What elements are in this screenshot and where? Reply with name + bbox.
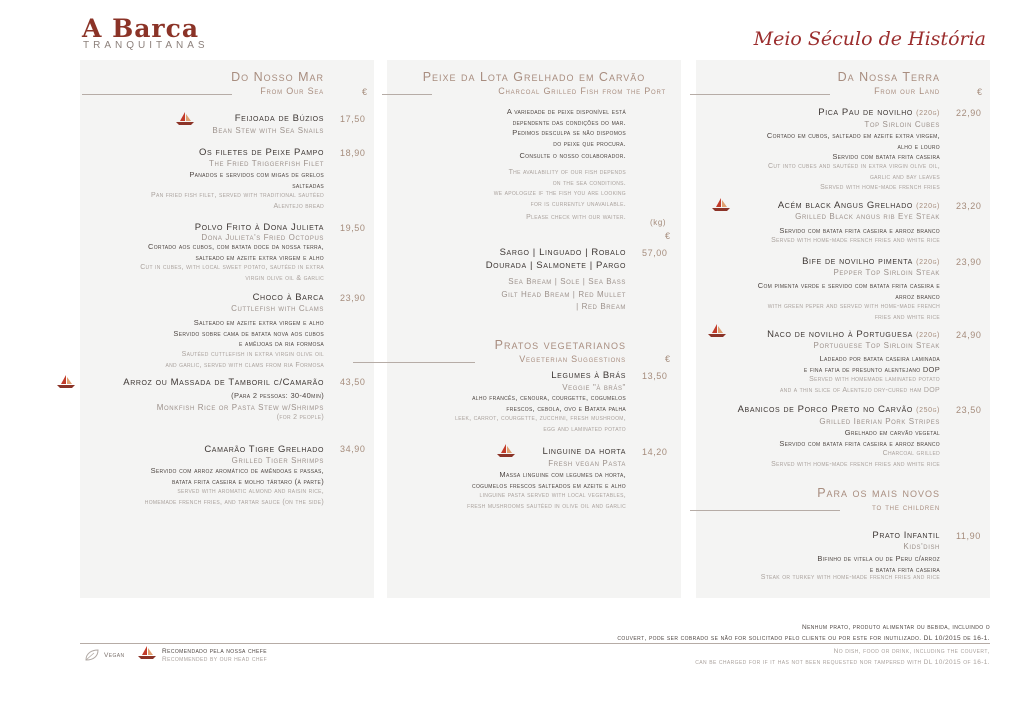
dish-price: 13,50: [642, 371, 668, 381]
currency: €: [665, 354, 671, 364]
dish-name: Prato Infantil: [872, 530, 940, 541]
dish-english: Cuttlefish with Clams: [231, 304, 324, 313]
dish-description-english: Served with home-made french fries and white rice: [771, 237, 940, 244]
dish-description-english: Cut in cubes, with local sweet potato, sautéed in extra virgin olive oil & garlic: [140, 264, 324, 282]
dish-name: Acém black Angus Grelhado (220g): [777, 200, 940, 211]
section-title-kids: Para os mais novos: [817, 486, 940, 500]
dish-english: Bean Stew with Sea Snails: [212, 126, 324, 135]
dish-description-english: Served with homemade laminated potato and a thin slice of Alentejo dry-cured ham DOP: [780, 376, 940, 394]
dish-english: Grilled Iberian Pork Stripes: [819, 417, 940, 426]
dish-description-english: linguine pasta served with local vegetables, fresh mushrooms sautéed in olive oil and garlic: [467, 492, 626, 510]
dish-name: Camarão Tigre Grelhado: [204, 444, 324, 455]
section-subtitle: Vegeterian Suggestions: [519, 354, 626, 364]
check-waiter: Please check with our waiter.: [526, 214, 626, 221]
dish-name: Pica Pau de novilho (220g): [818, 107, 940, 118]
dish-price: 18,90: [340, 148, 366, 158]
dish-name: Abanicos de Porco Preto no Carvão (250g): [737, 404, 940, 415]
dish-price: 14,20: [642, 447, 668, 457]
fish-english: | Red Bream: [576, 302, 626, 311]
dish-name: Choco à Barca: [252, 292, 324, 303]
dish-english: Grilled Black angus rib Eye Steak: [795, 212, 940, 221]
dish-name: Polvo Frito à Dona Julieta: [194, 222, 324, 233]
chef-recommended-icon: [136, 645, 158, 659]
dish-price: 11,90: [956, 531, 981, 541]
dish-price: 23,90: [340, 293, 366, 303]
dish-name: Feijoada de Búzios: [234, 113, 324, 124]
dish-description: Massa linguine com legumes da horta, cogumelos frescos salteados em azeite e alho: [472, 470, 626, 490]
dish-english-note: (for 2 people): [276, 414, 324, 421]
dish-price: 23,90: [956, 257, 982, 267]
dish-description-english: Cut into cubes and sautéed in extra virgin olive oil, garlic and bay leaves Served with home-made french fries: [767, 163, 940, 191]
dish-english: Top Sirloin Cubes: [864, 120, 940, 129]
section-subtitle: From Our Sea: [260, 86, 324, 96]
tagline: Meio Século de História: [753, 28, 986, 50]
dish-english: Pepper Top Sirloin Steak: [833, 268, 940, 277]
dish-name: Linguine da horta: [542, 446, 626, 457]
currency: €: [665, 231, 671, 241]
currency: €: [362, 87, 368, 97]
dish-name: Arroz ou Massada de Tamboril c/Camarão: [123, 377, 324, 388]
dish-description: (Para 2 pessoas: 30-40min): [231, 391, 324, 400]
divider: [382, 94, 432, 95]
dish-description: Salteado em azeite extra virgem e alho Servido sobre cama de batata nova aos cubos e amêijoas da ria formosa: [173, 318, 324, 348]
vegan-leaf-icon: [84, 648, 100, 662]
dish-english: Grilled Tiger Shrimps: [231, 456, 324, 465]
dish-description-english: Charcoal grilled Served with home-made french fries and white rice: [771, 450, 940, 468]
fish-english: Sea Bream | Sole | Sea Bass: [508, 277, 626, 286]
dish-english: Veggie "à brás": [562, 383, 626, 392]
dish-name: Bife de novilho pimenta (220g): [802, 256, 940, 267]
dish-price: 22,90: [956, 108, 982, 118]
chef-recommended-label: Recomendado pela nossa chefe: [162, 648, 267, 655]
section-subtitle: to the children: [872, 502, 940, 512]
legal-note: Nenhum prato, produto alimentar ou bebida, incluindo o couvert, pode ser cobrado se não for solicitado pelo cliente ou por este for inutilizado. DL 10/2015 de 16-1.: [617, 624, 990, 642]
dish-description: Ladeado por batata caseira laminada e fina fatia de presunto alentejano DOP: [803, 354, 940, 374]
fish-price: 57,00: [642, 248, 668, 258]
dish-description-english: with green peper and served with home-made french fries and white rice: [767, 303, 940, 321]
brand-logo: A Barca: [82, 14, 200, 43]
fish-names: Dourada | Salmonete | Pargo: [485, 260, 626, 271]
dish-english: Kids'dish: [903, 542, 940, 551]
dish-english: The Fried Triggerfish Filet: [209, 159, 324, 168]
dish-name: Naco de novilho à Portuguesa (220g): [767, 329, 940, 340]
dish-name: Os filetes de Peixe Pampo: [199, 147, 324, 158]
fish-names: Sargo | Linguado | Robalo: [499, 247, 626, 258]
fish-english: Gilt Head Bream | Red Mullet: [501, 290, 626, 299]
dish-english: Dona Julieta's Fried Octopus: [201, 233, 324, 242]
dish-description: Panados e servidos com migas de grelos salteadas: [189, 170, 324, 190]
dish-price: 17,50: [340, 114, 366, 124]
dish-description: Cortado em cubos, salteado em azeite extra virgem, alho e louro Servido com batata frita caseira: [766, 131, 940, 161]
chef-recommended-icon: [55, 374, 77, 388]
dish-name: Legumes à Brás: [551, 370, 626, 381]
dish-english: Portuguese Top Sirloin Steak: [813, 341, 940, 350]
fish-intro: A variedade de peixe disponível está dependente das condições do mar. Pedimos desculpa se não dispomos do peixe que procura.: [506, 107, 626, 148]
dish-description-english: served with aromatic almond and raisin rice, homemade french fries, and tartar sauce (on the side): [144, 488, 324, 506]
section-title-our-land: Da Nossa Terra: [837, 70, 940, 84]
section-subtitle: From our Land: [874, 86, 940, 96]
fish-intro-english: The availability of our fish depends on the sea conditions. we apologize if the fish you are looking for is currently unavailable.: [493, 169, 626, 208]
chef-recommended-english: Recommended by our head chef: [162, 656, 268, 663]
dish-description: Bifinho de vitela ou de Peru c/arroz e batata frita caseira: [817, 554, 940, 574]
dish-english: Monkfish Rice or Pasta Stew w/Shrimps: [156, 403, 324, 412]
dish-description-english: Steak or turkey with home-made french fries and rice: [760, 574, 940, 581]
dish-description: Grelhado em carvão vegetal Servido com batata frita caseira e arroz branco: [779, 428, 940, 448]
dish-price: 34,90: [340, 444, 366, 454]
dish-price: 23,50: [956, 405, 982, 415]
dish-description-english: leek, carrot, courgette, zucchini, fresh mushroom, egg and laminated potato: [455, 415, 626, 433]
section-title-vegetarian: Pratos vegetarianos: [494, 338, 626, 352]
section-title-our-sea: Do Nosso Mar: [231, 70, 324, 84]
dish-description: alho francês, cenoura, courgette, cogumelos frescos, cebola, ovo e Batata palha: [472, 393, 626, 413]
dish-description: Servido com batata frita caseira e arroz branco: [779, 226, 940, 235]
section-subtitle: Charcoal Grilled Fish from the Port: [498, 86, 666, 96]
dish-price: 24,90: [956, 330, 982, 340]
consult-staff: Consulte o nosso colaborador.: [519, 151, 626, 160]
dish-price: 43,50: [340, 377, 366, 387]
currency: €: [977, 87, 983, 97]
dish-description: Servido com arroz aromático de amêndoas e passas, batata frita caseira e molho tártaro (à parte): [150, 466, 324, 486]
dish-description-english: Sautéed cuttlefish in extra virgin olive oil and garlic, served with clams from ria Formosa: [165, 351, 324, 369]
unit-kg: (kg): [650, 218, 667, 227]
dish-description: Com pimenta verde e servido com batata frita caseira e arroz branco: [757, 281, 940, 301]
vegan-label: Vegan: [104, 652, 125, 659]
dish-english: Fresh vegan Pasta: [548, 459, 626, 468]
brand-subtitle: TRANQUITANAS: [83, 40, 209, 51]
dish-description-english: Pan fried fish filet, served with traditional sautéed Alentejo bread: [151, 192, 324, 210]
dish-price: 23,20: [956, 201, 982, 211]
dish-price: 19,50: [340, 223, 366, 233]
section-title-grilled-fish: Peixe da Lota Grelhado em Carvão: [422, 70, 646, 84]
legal-note-english: No dish, food or drink, including the couvert, can be charged for if it has not been requested nor tampered with DL 10/2015 of 16-1.: [695, 648, 990, 666]
dish-description: Cortado aos cubos, com batata doce da nossa terra, salteado em azeite extra virgem e alho: [148, 242, 324, 262]
